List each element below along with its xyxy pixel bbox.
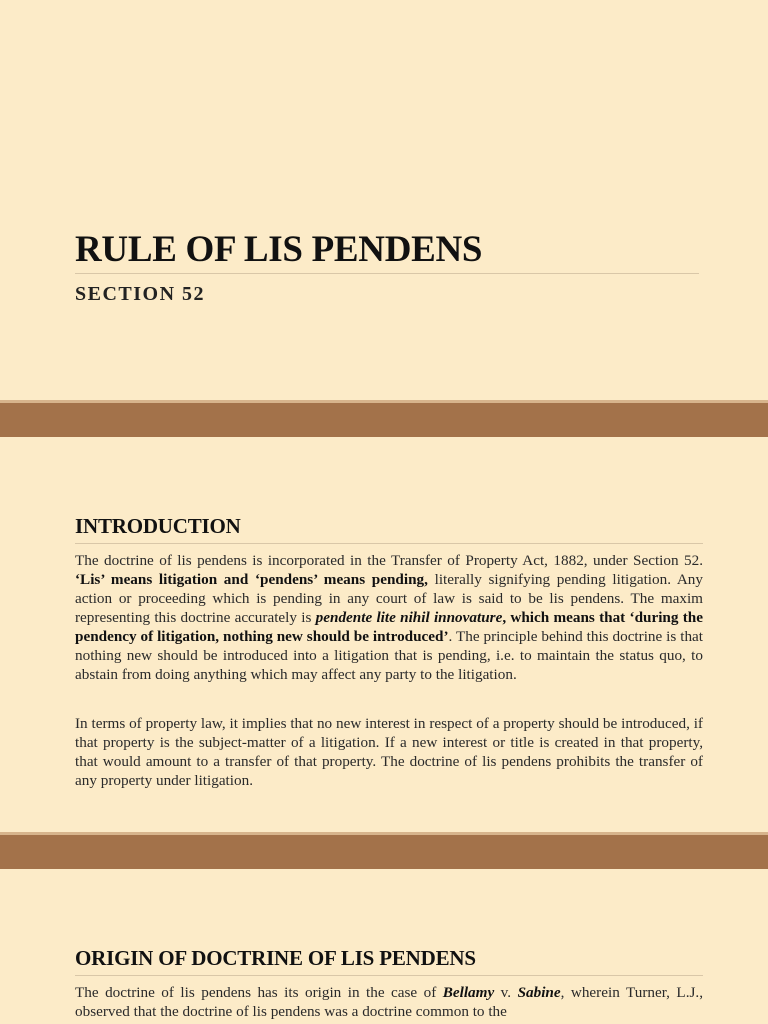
introduction-slide — [0, 437, 768, 832]
heading-divider — [75, 975, 703, 976]
title-slide — [0, 0, 768, 400]
slide-separator — [0, 832, 768, 869]
text-run: , wherein Turner, L.J., observed that the doctrine of lis pendens was a doctrine common to the — [75, 984, 703, 1020]
page-title: RULE OF LIS PENDENS — [75, 229, 483, 270]
origin-paragraph-1 — [75, 983, 703, 1021]
title-divider — [75, 273, 699, 274]
origin-heading: ORIGIN OF DOCTRINE OF LIS PENDENS — [75, 946, 476, 970]
text-run: . The principle behind this doctrine is that nothing new should be introduced into a litigation that is pending, i.e. to maintain the status quo, to abstain from doing anything which may affect any party to the litigation. — [75, 628, 703, 683]
introduction-paragraph-2: In terms of property law, it implies that no new interest in respect of a property should be introduced, if that property is the subject-matter of a litigation. If a new interest or title is created in that property, that would amount to a transfer of that property. The doctrine of lis pendens prohibits the transfer of any property under litigation. — [75, 715, 703, 789]
case-party-2: Sabine — [517, 984, 561, 1001]
case-party-1: Bellamy — [442, 984, 495, 1001]
introduction-paragraph-1 — [75, 551, 703, 684]
text-run: literally signifying pending litigation. Any action or proceeding which is pending in any court of law is said to be lis pendens. The maxim representing this doctrine accurately is — [75, 571, 703, 626]
latin-maxim: pendente lite nihil innovature — [315, 609, 503, 626]
origin-slide — [0, 869, 768, 1024]
introduction-heading: INTRODUCTION — [75, 514, 241, 538]
bold-meaning: , which means that ‘during the pendency of litigation, nothing new should be introduced’ — [75, 609, 703, 645]
heading-divider — [75, 543, 703, 544]
bold-definition: ‘Lis’ means litigation and ‘pendens’ means pending, — [75, 571, 428, 588]
text-run: v. — [494, 984, 518, 1001]
text-run: The doctrine of lis pendens has its origin in the case of — [75, 984, 443, 1001]
slide-separator — [0, 400, 768, 437]
page-subtitle: SECTION 52 — [75, 283, 206, 305]
text-run: The doctrine of lis pendens is incorporated in the Transfer of Property Act, 1882, under Section 52. — [75, 552, 703, 569]
